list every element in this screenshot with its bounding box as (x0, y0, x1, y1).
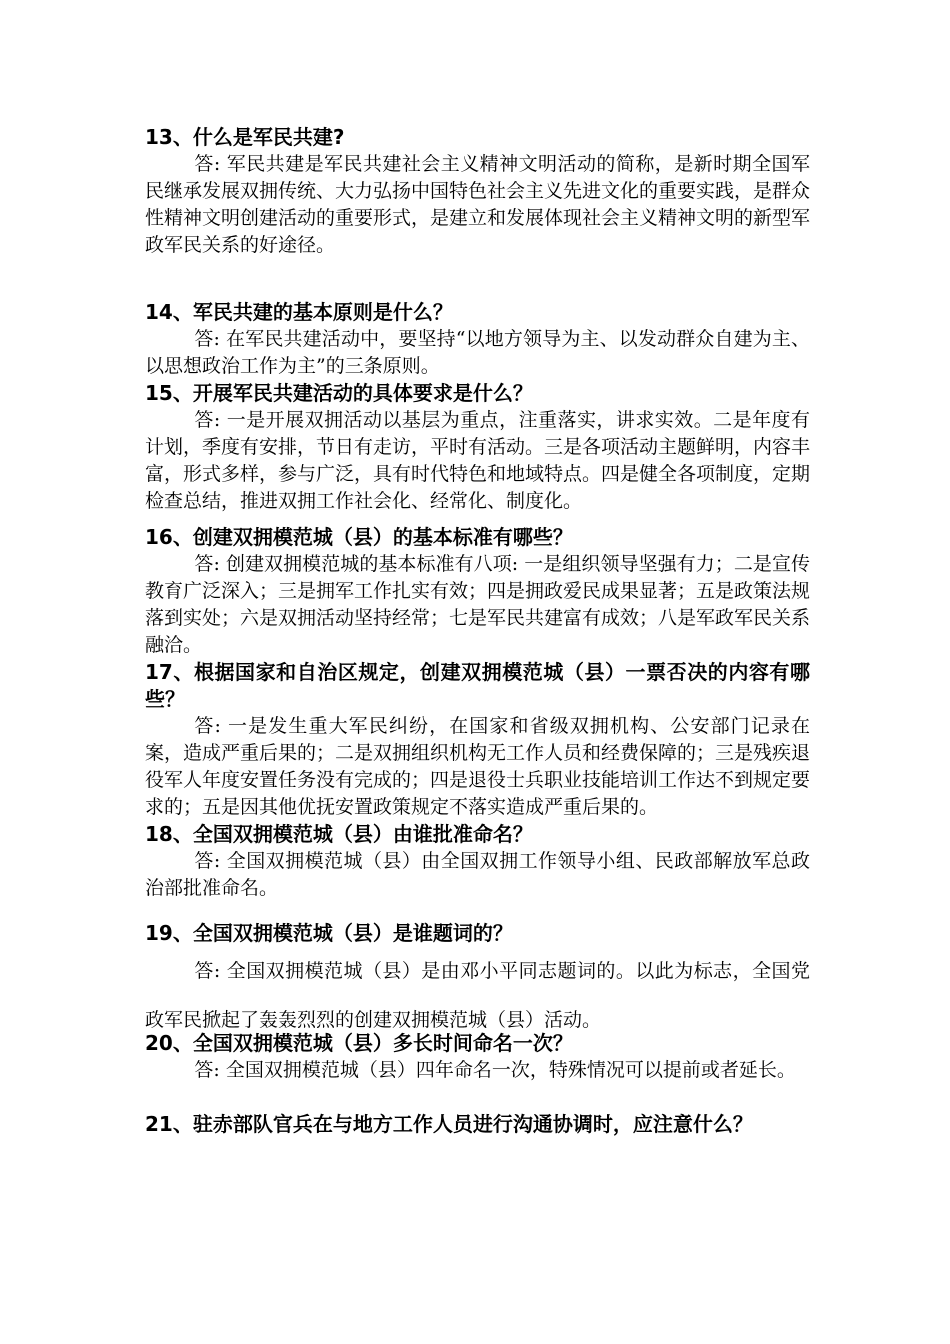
answer-14-text: 答: 在军民共建活动中，要坚持“以地方领导为主、以发动群众自建为主、以思想政治工作为主”的三条原则。 (145, 328, 810, 377)
question-18-heading: 18、全国双拥模范城（县）由谁批准命名？ (145, 822, 533, 846)
question-17-heading: 17、根据国家和自治区规定，创建双拥模范城（县）一票否决的内容有哪些？ (145, 660, 810, 711)
answer-19-text: 答: 全国双拥模范城（县）是由邓小平同志题词的。以此为标志，全国党政军民掀起了轰轰烈烈的创建双拥模范城（县）活动。 (145, 960, 810, 1031)
question-19-heading: 19、全国双拥模范城（县）是谁题词的？ (145, 921, 513, 945)
question-14-heading: 14、军民共建的基本原则是什么？ (145, 300, 453, 324)
answer-13-text: 答: 军民共建是军民共建社会主义精神文明活动的简称，是新时期全国军民继承发展双拥传统、大力弘扬中国特色社会主义先进文化的重要实践，是群众性精神文明创建活动的重要形式，是建立和发展体现社会主义精神文明的新型军政军民关系的好途径。 (145, 153, 811, 256)
question-15-heading: 15、开展军民共建活动的具体要求是什么？ (145, 381, 533, 405)
answer-17-text: 答: 一是发生重大军民纠纷，在国家和省级双拥机构、公安部门记录在案，造成严重后果的；二是双拥组织机构无工作人员和经费保障的；三是残疾退役军人年度安置任务没有完成的；四是退役士兵职业技能培训工作达不到规定要求的；五是因其他优抚安置政策规定不落实造成严重后果的。 (145, 715, 811, 818)
answer-18-text: 答: 全国双拥模范城（县）由全国双拥工作领导小组、民政部解放军总政治部批准命名。 (145, 850, 810, 899)
answer-16-text: 答: 创建双拥模范城的基本标准有八项: 一是组织领导坚强有力；二是宣传教育广泛深入；三是拥军工作扎实有效；四是拥政爱民成果显著；五是政策法规落到实处；六是双拥活动坚持经常；七是军民共建富有成效；八是军政军民关系融洽。 (145, 553, 811, 656)
answer-20-text: 答: 全国双拥模范城（县）四年命名一次，特殊情况可以提前或者延长。 (194, 1059, 796, 1081)
question-13-heading: 13、什么是军民共建? (145, 125, 345, 149)
answer-15-text: 答: 一是开展双拥活动以基层为重点，注重落实，讲求实效。二是年度有计划，季度有安排，节日有走访，平时有活动。三是各项活动主题鲜明，内容丰富，形式多样，参与广泛，具有时代特色和地域特点。四是健全各项制度，定期检查总结，推进双拥工作社会化、经常化、制度化。 (145, 409, 811, 512)
question-16-heading: 16、创建双拥模范城（县）的基本标准有哪些？ (145, 525, 573, 549)
question-21-heading: 21、驻赤部队官兵在与地方工作人员进行沟通协调时，应注意什么？ (145, 1112, 753, 1136)
question-20-heading: 20、全国双拥模范城（县）多长时间命名一次？ (145, 1031, 573, 1055)
